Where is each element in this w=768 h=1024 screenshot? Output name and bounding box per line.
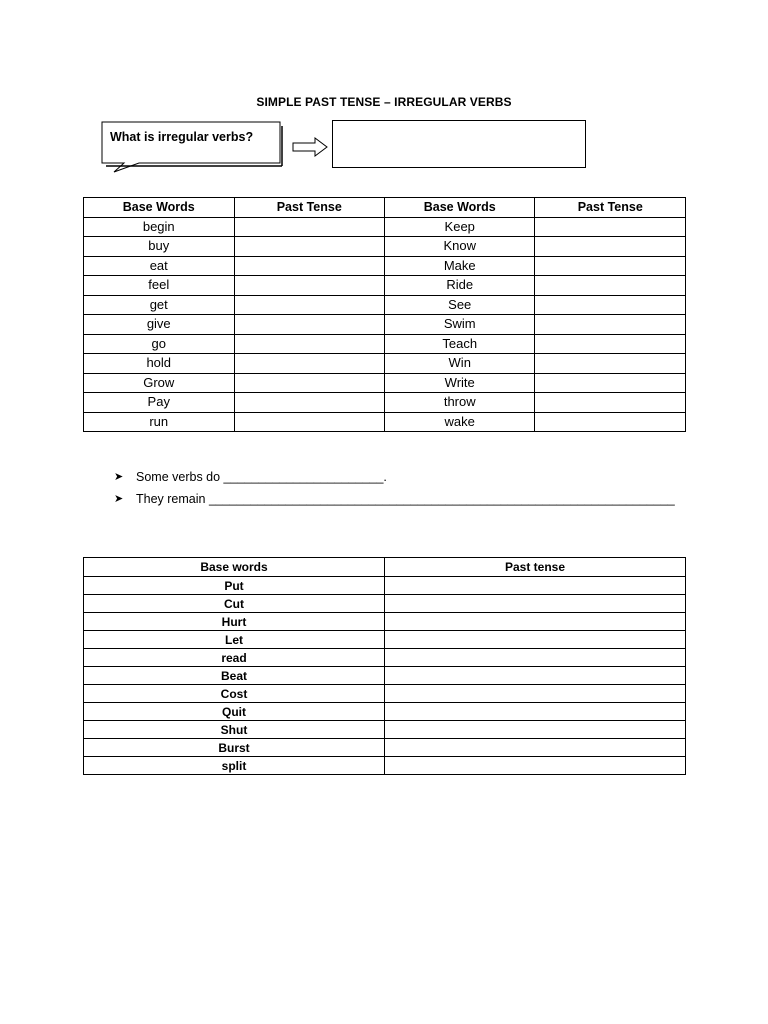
- table-row: [84, 757, 686, 775]
- table-row: [84, 373, 686, 393]
- base-word-cell: give: [84, 315, 235, 335]
- table-row: [84, 721, 686, 739]
- base-word-cell: Cost: [84, 685, 385, 703]
- table-header-row: [84, 198, 686, 218]
- base-word-cell: Keep: [384, 217, 535, 237]
- base-word-cell: Win: [384, 354, 535, 374]
- table-row: [84, 685, 686, 703]
- table-row: [84, 703, 686, 721]
- table-row: [84, 315, 686, 335]
- past-tense-cell[interactable]: [535, 354, 686, 374]
- base-word-cell: Ride: [384, 276, 535, 296]
- base-word-cell: Shut: [84, 721, 385, 739]
- table-row: [84, 412, 686, 432]
- arrowhead-bullet-icon: ➤: [114, 471, 124, 483]
- bullet-text: Some verbs do _______________________.: [136, 470, 387, 484]
- base-word-cell: throw: [384, 393, 535, 413]
- table-row: [84, 613, 686, 631]
- base-word-cell: wake: [384, 412, 535, 432]
- base-word-cell: Cut: [84, 595, 385, 613]
- past-tense-cell[interactable]: [234, 373, 384, 393]
- past-tense-cell[interactable]: [535, 393, 686, 413]
- irregular-verbs-table: [83, 197, 686, 432]
- table-row: [84, 577, 686, 595]
- past-tense-cell[interactable]: [234, 276, 384, 296]
- unchanged-verbs-table: [83, 557, 686, 775]
- past-tense-cell[interactable]: [535, 237, 686, 257]
- base-word-cell: Grow: [84, 373, 235, 393]
- past-tense-cell[interactable]: [234, 334, 384, 354]
- table-row: [84, 334, 686, 354]
- base-word-cell: feel: [84, 276, 235, 296]
- past-tense-cell[interactable]: [535, 276, 686, 296]
- column-header: Past Tense: [535, 198, 686, 218]
- past-tense-cell[interactable]: [385, 577, 686, 595]
- past-tense-cell[interactable]: [385, 649, 686, 667]
- base-word-cell: Make: [384, 256, 535, 276]
- column-header: Base Words: [84, 198, 235, 218]
- table-row: [84, 595, 686, 613]
- table-row: [84, 667, 686, 685]
- base-word-cell: Write: [384, 373, 535, 393]
- list-item: [114, 467, 714, 489]
- base-word-cell: run: [84, 412, 235, 432]
- base-word-cell: Swim: [384, 315, 535, 335]
- column-header: Past Tense: [234, 198, 384, 218]
- callout-question: What is irregular verbs?: [110, 130, 254, 144]
- base-word-cell: Hurt: [84, 613, 385, 631]
- past-tense-cell[interactable]: [535, 256, 686, 276]
- table-row: [84, 237, 686, 257]
- base-word-cell: Pay: [84, 393, 235, 413]
- table-row: [84, 739, 686, 757]
- past-tense-cell[interactable]: [535, 334, 686, 354]
- base-word-cell: eat: [84, 256, 235, 276]
- right-arrow-icon: [291, 137, 331, 159]
- table-row: [84, 276, 686, 296]
- base-word-cell: split: [84, 757, 385, 775]
- base-word-cell: buy: [84, 237, 235, 257]
- past-tense-cell[interactable]: [385, 739, 686, 757]
- base-word-cell: Put: [84, 577, 385, 595]
- base-word-cell: read: [84, 649, 385, 667]
- past-tense-cell[interactable]: [535, 217, 686, 237]
- table-row: [84, 631, 686, 649]
- past-tense-cell[interactable]: [385, 631, 686, 649]
- table-header-row: [84, 558, 686, 577]
- bullet-list: [114, 467, 714, 511]
- past-tense-cell[interactable]: [234, 315, 384, 335]
- bullet-text: They remain ___________________________________________________________________: [136, 492, 675, 506]
- base-word-cell: Beat: [84, 667, 385, 685]
- question-callout: [84, 118, 294, 178]
- past-tense-cell[interactable]: [535, 295, 686, 315]
- base-word-cell: Let: [84, 631, 385, 649]
- past-tense-cell[interactable]: [234, 237, 384, 257]
- table-row: [84, 295, 686, 315]
- column-header: Base Words: [384, 198, 535, 218]
- past-tense-cell[interactable]: [234, 354, 384, 374]
- past-tense-cell[interactable]: [535, 373, 686, 393]
- past-tense-cell[interactable]: [385, 685, 686, 703]
- answer-box[interactable]: [332, 120, 586, 168]
- past-tense-cell[interactable]: [385, 703, 686, 721]
- past-tense-cell[interactable]: [234, 295, 384, 315]
- base-word-cell: Know: [384, 237, 535, 257]
- speech-bubble-icon: [84, 118, 294, 178]
- past-tense-cell[interactable]: [385, 757, 686, 775]
- past-tense-cell[interactable]: [234, 256, 384, 276]
- past-tense-cell[interactable]: [535, 412, 686, 432]
- base-word-cell: hold: [84, 354, 235, 374]
- past-tense-cell[interactable]: [385, 595, 686, 613]
- base-word-cell: begin: [84, 217, 235, 237]
- past-tense-cell[interactable]: [234, 393, 384, 413]
- arrowhead-bullet-icon: ➤: [114, 493, 124, 505]
- table-row: [84, 217, 686, 237]
- base-word-cell: go: [84, 334, 235, 354]
- table-row: [84, 393, 686, 413]
- past-tense-cell[interactable]: [234, 217, 384, 237]
- past-tense-cell[interactable]: [535, 315, 686, 335]
- column-header: Past tense: [385, 558, 686, 577]
- list-item: [114, 489, 714, 511]
- table-row: [84, 256, 686, 276]
- base-word-cell: Quit: [84, 703, 385, 721]
- table-row: [84, 649, 686, 667]
- base-word-cell: Burst: [84, 739, 385, 757]
- base-word-cell: get: [84, 295, 235, 315]
- table-row: [84, 354, 686, 374]
- base-word-cell: Teach: [384, 334, 535, 354]
- past-tense-cell[interactable]: [385, 613, 686, 631]
- past-tense-cell[interactable]: [234, 412, 384, 432]
- column-header: Base words: [84, 558, 385, 577]
- past-tense-cell[interactable]: [385, 721, 686, 739]
- base-word-cell: See: [384, 295, 535, 315]
- past-tense-cell[interactable]: [385, 667, 686, 685]
- page-title: SIMPLE PAST TENSE – IRREGULAR VERBS: [256, 95, 512, 109]
